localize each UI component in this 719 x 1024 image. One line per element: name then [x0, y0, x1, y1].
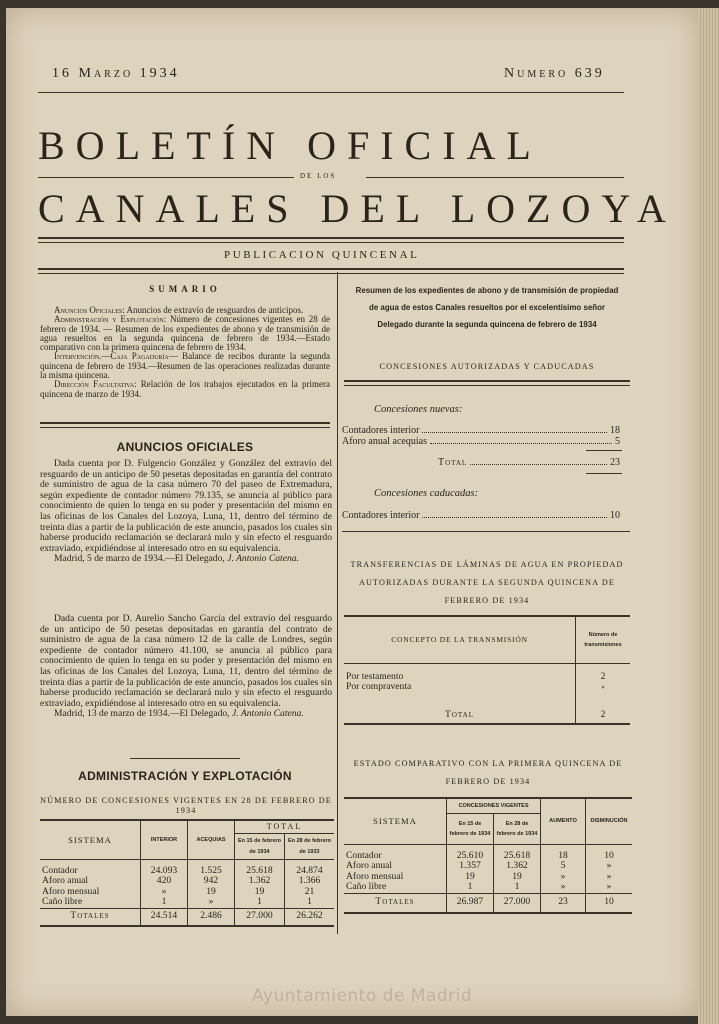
concesiones-table	[40, 819, 334, 927]
col-15-feb: En 15 de febrero de 1934	[447, 814, 494, 845]
table-header-row	[344, 616, 630, 664]
col-numero: Número de transmisiones	[576, 616, 631, 664]
sumario-item: Administración y Explotación: Número de concesiones vigentes en 28 de febrero de 1934. — Resumen de los expedientes de abono y de transmisión de agua resueltos en la segunda quincena de febrero de 1934.—Estado comparativo con la primera quincena de febrero de 1934.	[40, 314, 331, 353]
issue-number: Numero 639	[504, 66, 605, 81]
table-total-row: Totales 24.514 2.486 27.000 26.262	[40, 908, 334, 926]
anuncios-end-rule	[130, 758, 240, 759]
resumen-end-rule	[342, 531, 630, 532]
publication-subtitle: PUBLICACION QUINCENAL	[224, 249, 420, 261]
table-header-row	[40, 820, 334, 834]
resumen-heading: Resumen de los expedientes de abono y de transmisión de propiedad de agua de estos Canales resueltos por el excelentísimo señor Delegado durante la segunda quincena de febrero de 1934	[355, 285, 619, 329]
col-interior: INTERIOR	[141, 820, 188, 860]
subtitle-rule	[38, 268, 624, 274]
anuncio-2: Dada cuenta por D. Aurelio Sancho García del extravío del resguardo de un anticipo de 50 pesetas depositadas en garantía del contrato de suministro de agua de la casa número 12 de la calle de Londres, según expediente de contador número 41.100, se anuncia al público para conocimiento de quien lo tenga en su poder y presentación del mismo en las oficinas de los Canales del Lozoya, Luna, 11, dentro del término de treinta días a partir de la publicación de este anuncio, pasados los cuales sin haberse producido reclamación se declarará nulo y sin efecto el resguardo extraviado, expidiéndose al interesado otro en su equivalencia. Madrid, 13 de marzo de 1934.—El Delegado, J. Antonio Catena.	[40, 613, 332, 720]
col-28-feb: En 28 de febrero de 1933	[285, 834, 335, 860]
page-edge	[698, 8, 719, 1024]
title-line-2: CANALES DEL LOZOYA	[38, 186, 677, 231]
col-total: TOTAL	[235, 820, 335, 834]
list-item: Contadores interior 10	[342, 510, 620, 521]
caducadas-list	[342, 510, 620, 521]
table-row: Aforo mensual 19 19 » »	[346, 870, 612, 882]
resumen-subheading: CONCESIONES AUTORIZADAS Y CADUCADAS	[379, 362, 595, 371]
col-disminucion: DISMINUCIÓN	[586, 798, 633, 845]
transferencias-heading: TRANSFERENCIAS DE LÁMINAS DE AGUA EN PROPIEDAD AUTORIZADAS DURANTE LA SEGUNDA QUINCENA DE FEBRERO DE 1934	[350, 560, 624, 605]
table-row: Contador 24.093 1.525 25.618 24.874	[40, 860, 334, 877]
comparativo-heading: ESTADO COMPARATIVO CON LA PRIMERA QUINCENA DE FEBRERO DE 1934	[353, 759, 623, 786]
de-los: DE LOS	[300, 172, 337, 180]
total-rule	[586, 450, 622, 451]
de-los-rule-left	[38, 177, 294, 178]
title-rule	[38, 237, 624, 243]
total-rule-2	[586, 473, 622, 474]
column-divider	[337, 272, 338, 934]
caducadas-label: Concesiones caducadas:	[374, 488, 479, 499]
resumen-rule	[344, 380, 630, 386]
col-vigentes: CONCESIONES VIGENTES	[447, 798, 541, 814]
col-concepto: CONCEPTO DE LA TRANSMISIÓN	[344, 616, 576, 664]
table-row: Contador 25.610 25.618 18 10	[344, 845, 632, 862]
col-sistema: SISTEMA	[40, 820, 141, 860]
table-total-row: Total 2	[344, 707, 630, 724]
table-row: Aforo anual 420 942 1.362 1.366	[42, 875, 321, 887]
table-row: Aforo anual 1.357 1.362 5 »	[346, 860, 612, 872]
sumario-list	[40, 306, 330, 399]
nuevas-label: Concesiones nuevas:	[374, 404, 463, 415]
admin-heading: ADMINISTRACIÓN Y EXPLOTACIÓN	[78, 769, 292, 783]
sumario-item: Dirección Facultativa: Relación de los trabajos ejecutados en la primera quincena de marzo de 1934.	[40, 379, 331, 399]
table-row: Aforo mensual » 19 19 21	[42, 885, 315, 897]
transferencias-table	[344, 615, 630, 725]
table-header-row	[344, 798, 632, 814]
table-total-row: Totales 26.987 27.000 23 10	[344, 893, 632, 913]
table-row: Caño libre 1 1 » »	[346, 881, 612, 893]
list-item: Contadores interior 18	[342, 425, 620, 436]
sumario-rule	[40, 422, 330, 428]
sumario-item: Intervención.—Caja Pagaduría— Balance de recibos durante la segunda quincena de febrero de 1934.—Resumen de las operaciones realizadas durante la misma quincena.	[40, 351, 331, 381]
issue-date: 16 Marzo 1934	[52, 66, 180, 81]
table-row: Por compraventa »	[344, 682, 630, 706]
table-row: Caño libre 1 » 1 1	[42, 896, 312, 908]
admin-subheading: NÚMERO DE CONCESIONES VIGENTES EN 28 DE FEBRERO DE 1934	[40, 796, 332, 815]
nuevas-list	[342, 425, 620, 447]
col-sistema: SISTEMA	[344, 798, 447, 845]
sumario-item: Anuncios Oficiales: Anuncios de extravío de resguardos de anticipos.	[54, 305, 304, 315]
watermark: Ayuntamiento de Madrid	[252, 986, 473, 1006]
sumario-heading: SUMARIO	[149, 284, 221, 294]
col-acequias: ACEQUIAS	[188, 820, 235, 860]
header-rule	[38, 92, 624, 93]
anuncio-1: Dada cuenta por D. Fulgencio González y González del extravío del resguardo de un anticipo de 50 pesetas depositadas en garantía del contrato de suministro de agua de la casa número 70 del paseo de Extremadura, según expediente de contador número 79.135, se anuncia al público para conocimiento de quien lo tenga en su poder y presentación del mismo en las oficinas de los Canales del Lozoya, Luna, 11, dentro del término de treinta días a partir de la publicación de este anuncio, pasados los cuales sin haberse producido reclamación se declarará nulo y sin efecto el resguardo extraviado, expidiéndose al interesado otro en su equivalencia. Madrid, 5 de marzo de 1934.—El Delegado, J. Antonio Catena.	[40, 458, 332, 565]
list-item: Aforo anual acequias 5	[342, 436, 620, 447]
nuevas-total: Total 23	[438, 457, 620, 468]
comparativo-table	[344, 797, 632, 914]
col-28-feb: En 28 de febrero de 1934	[494, 814, 541, 845]
table-row: Por testamento 2	[344, 664, 630, 683]
col-15-feb: En 15 de febrero de 1934	[235, 834, 285, 860]
col-aumento: AUMENTO	[541, 798, 586, 845]
de-los-rule-right	[366, 177, 624, 178]
anuncios-heading: ANUNCIOS OFICIALES	[116, 440, 254, 454]
title-line-1: BOLETÍN OFICIAL	[38, 123, 542, 168]
